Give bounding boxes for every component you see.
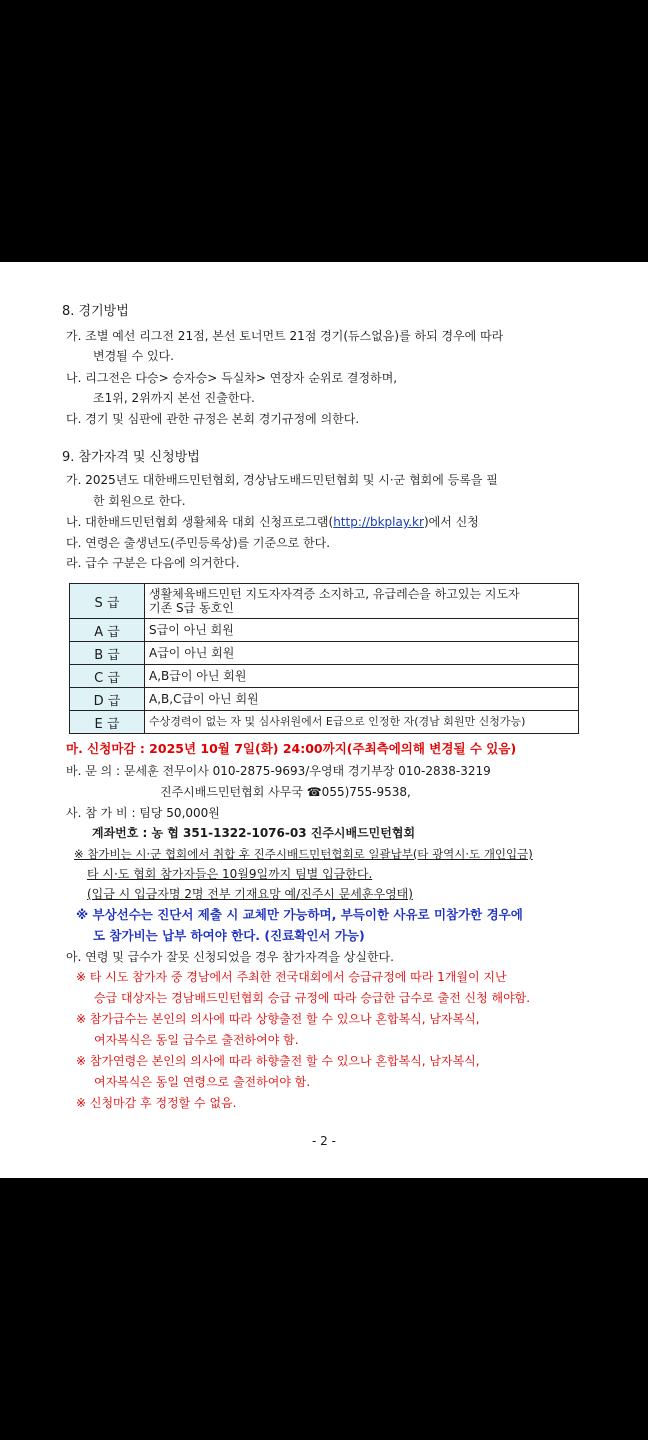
injury-note-cont: 도 참가비는 납부 하여야 한다. (진료확인서 가능) — [93, 928, 365, 943]
grade-desc-line: 생활체육배드민턴 지도자자격증 소지하고, 유급레슨을 하고있는 지도자 — [149, 587, 520, 601]
s8-item-na-cont: 조1위, 2위까지 본선 진출한다. — [93, 391, 255, 405]
s8-item-da: 다. 경기 및 심판에 관한 규정은 본회 경기규정에 의한다. — [66, 412, 360, 426]
rule-note-3: ※ 참가연령은 본인의 의사에 따라 하향출전 할 수 있으나 혼합복식, 남자복식, — [76, 1054, 480, 1068]
s9-item-na-pre: 나. 대한배드민턴협회 생활체육 대회 신청프로그램( — [66, 515, 334, 529]
fee-note-cont: 타 시·도 협회 참가자들은 10월9일까지 팀별 입금한다. — [87, 867, 373, 881]
rule-note-2: ※ 참가급수는 본인의 의사에 따라 상향출전 할 수 있으나 혼합복식, 남자복식, — [76, 1012, 480, 1026]
contact-line: 바. 문 의 : 문세훈 전무이사 010-2875-9693/우영태 경기부장 010-2838-3219 — [66, 764, 491, 778]
injury-note: ※ 부상선수는 진단서 제출 시 교체만 가능하며, 부득이한 사유로 미참가한 경우에 — [76, 907, 523, 922]
rule-note-3-cont: 여자복식은 동일 연령으로 출전하여야 함. — [94, 1075, 311, 1089]
s9-item-na — [66, 514, 479, 530]
grade-desc-cell — [145, 584, 579, 619]
s8-item-ga: 가. 조별 예선 리그전 21점, 본선 토너먼트 21점 경기(듀스없음)를 하되 경우에 따라 — [66, 329, 504, 343]
grade-desc-cell: A급이 아닌 회원 — [145, 642, 579, 665]
page-number: - 2 - — [312, 1134, 336, 1148]
rule-note-2-cont: 여자복식은 동일 급수로 출전하여야 함. — [94, 1033, 299, 1047]
grade-cell: C 급 — [70, 665, 145, 688]
section-9-heading: 9. 참가자격 및 신청방법 — [62, 450, 200, 465]
rule-note-1: ※ 타 시도 참가자 중 경남에서 주최한 전국대회에서 승급규정에 따라 1개월이 지난 — [76, 970, 507, 984]
eligibility-line: 아. 연령 및 급수가 잘못 신청되었을 경우 참가자격을 상실한다. — [66, 950, 394, 964]
account-line: 계좌번호 : 농 협 351-1322-1076-03 진주시배드민턴협회 — [92, 826, 416, 840]
grade-cell: A 급 — [70, 619, 145, 642]
fee-note: ※ 참가비는 시·군 협회에서 취합 후 진주시배드민턴협회로 일괄납부(타 광역시·도 개인입금) — [74, 847, 533, 861]
grade-desc-cell: S급이 아닌 회원 — [145, 619, 579, 642]
table-row — [70, 642, 579, 665]
s9-item-ra: 라. 급수 구분은 다음에 의거한다. — [66, 556, 240, 570]
s9-item-da: 다. 연령은 출생년도(주민등록상)를 기준으로 한다. — [66, 536, 331, 550]
contact-line-cont: 진주시배드민턴협회 사무국 ☎055)755-9538, — [160, 785, 411, 799]
fee-note-deposit: (입금 시 입금자명 2명 전부 기재요망 예/진주시 문세훈우영태) — [87, 887, 413, 901]
s8-item-na: 나. 리그전은 다승> 승자승> 득실차> 연장자 순위로 결정하며, — [66, 371, 398, 385]
grade-cell: E 급 — [70, 711, 145, 734]
bkplay-link[interactable]: http://bkplay.kr — [333, 515, 424, 529]
section-8-heading: 8. 경기방법 — [62, 304, 129, 319]
deadline-line: 마. 신청마감 : 2025년 10월 7일(화) 24:00까지(주최측에의해 변경될 수 있음) — [66, 741, 517, 756]
grade-table — [69, 583, 579, 734]
table-row — [70, 619, 579, 642]
s8-item-ga-cont: 변경될 수 있다. — [93, 349, 174, 363]
grade-desc-line: 기존 S급 동호인 — [149, 601, 234, 615]
table-row — [70, 711, 579, 734]
s9-item-na-post: )에서 신청 — [423, 515, 479, 529]
table-row — [70, 584, 579, 619]
table-row — [70, 665, 579, 688]
s9-item-ga-cont: 한 회원으로 한다. — [93, 494, 186, 508]
grade-desc-cell: A,B급이 아닌 회원 — [145, 665, 579, 688]
grade-desc-cell: 수상경력이 없는 자 및 심사위원에서 E급으로 인정한 자(경남 회원만 신청가능) — [145, 711, 579, 734]
grade-desc-cell: A,B,C급이 아닌 회원 — [145, 688, 579, 711]
document-page — [0, 262, 648, 1178]
fee-line: 사. 참 가 비 : 팀당 50,000원 — [66, 806, 220, 820]
s9-item-ga: 가. 2025년도 대한배드민턴협회, 경상남도배드민턴협회 및 시·군 협회에 등록을 필 — [66, 473, 498, 487]
grade-cell: D 급 — [70, 688, 145, 711]
rule-note-1-cont: 승급 대상자는 경남배드민턴협회 승급 규정에 따라 승급한 급수로 출전 신청 해야함. — [94, 991, 531, 1005]
table-row — [70, 688, 579, 711]
grade-cell: S 급 — [70, 584, 145, 619]
grade-cell: B 급 — [70, 642, 145, 665]
rule-note-4: ※ 신청마감 후 정정할 수 없음. — [76, 1096, 237, 1110]
